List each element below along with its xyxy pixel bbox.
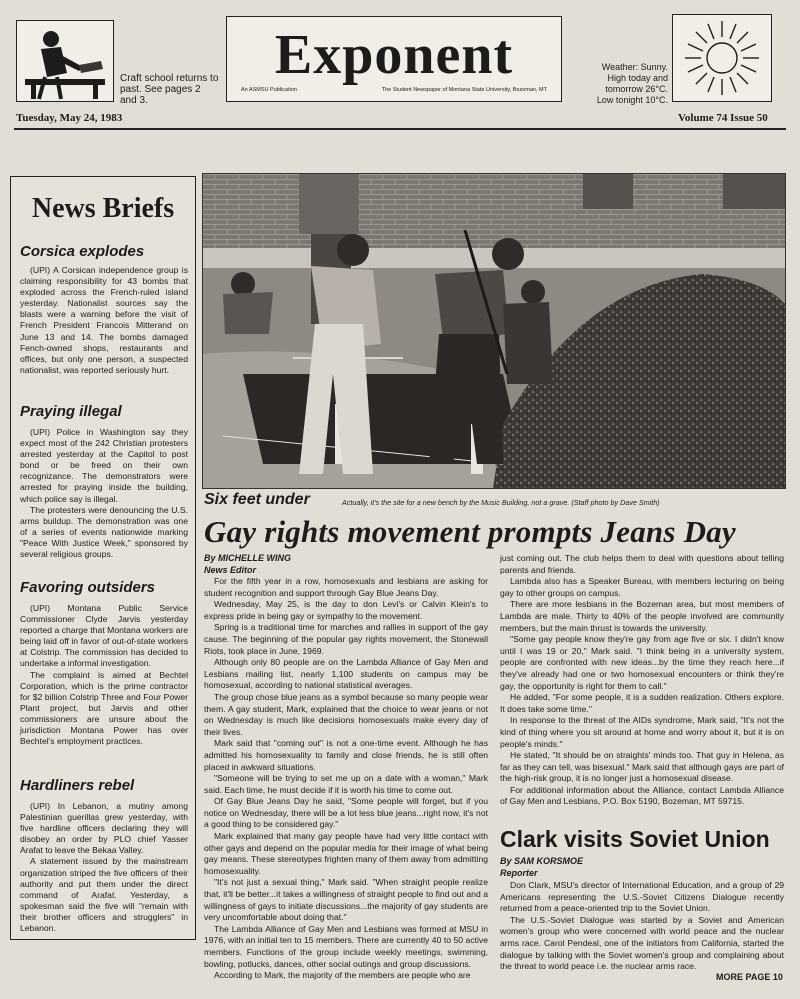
story-paragraph: Mark said that "coming out" is not a one-time event. Although he has admitted his homosexuality to family and close friends, he is still often placed in awkward situations. xyxy=(204,738,488,772)
brief-paragraph: (UPI) A Corsican independence group is claiming responsibility for 43 bombs that exploded across the French-ruled island yesterday. Nationalist sources say the blasts were a warning before the visit of French President Francois Mitterand on June 13 and 14. The bombs damaged Fench-owned shops, restaurants and offices, but only one person, a suspected nationalist, was reported seriously hurt. xyxy=(20,265,188,375)
story-paragraph: Of Gay Blue Jeans Day he said, "Some people will forget, but if you notice on Wednesday, there will be a lot less blue jeans...right now, it's not a good thing to be considered gay." xyxy=(204,796,488,830)
brief-heading: Corsica explodes xyxy=(20,243,145,260)
brief-heading: Hardliners rebel xyxy=(20,777,135,794)
story-paragraph: just coming out. The club helps them to deal with questions about telling parents and friends. xyxy=(500,553,784,575)
front-page-photo xyxy=(202,173,786,489)
brief-body xyxy=(20,427,188,560)
story-paragraph: The Lambda Alliance of Gay Men and Lesbians was formed at MSU in 1976, with an initial ten to 15 members. There are currently 40 to 50 active members. Functions of the group include weekly meetings, swimming, bowling, potlucks, dances, other social outings and group discussions. xyxy=(204,923,488,969)
story-paragraph: Mark explained that many gay people have had very little contact with other gays and depend on the popular media for their image of what being gay means. These stereotypes frighten many of them away from admitting homosexuality. xyxy=(204,831,488,876)
story-paragraph: "Someone will be trying to set me up on a date with a woman," Mark said. Each time, he must decide if it is worth his time to come out. xyxy=(204,773,488,795)
story-paragraph: Although only 80 people are on the Lambda Alliance of Gay Men and Lesbians mailing list, nearly 1,100 students on campus may be homosexual, according to national statistical averages. xyxy=(204,657,488,691)
story-column xyxy=(500,880,784,973)
brief-heading: Praying illegal xyxy=(20,403,122,420)
brief-body xyxy=(20,603,188,747)
brief-paragraph: (UPI) In Lebanon, a mutiny among Palestinian guerillas grew yesterday, with five hardline officers declaring they will disobey an order by PLO chief Yasser Arafat to leave the Bekaa Valley. xyxy=(20,801,188,856)
story-paragraph: Spring is a traditional time for marches and rallies in support of the gay cause. The beginning of the popular gay rights movement, the Stonewall Riots, took place in June, 1969. xyxy=(204,622,488,656)
story-paragraph: There are more lesbians in the Bozeman area, but most members of Lambda are male. Thirty to 40% of the people involved are community members, but the main thrust is towards the university. xyxy=(500,599,784,633)
story-column xyxy=(500,553,784,808)
masthead-rule xyxy=(14,128,786,130)
photo-caption: Actually, it's the site for a new bench by the Music Building, not a grave. (Staff photo by Dave Smith) xyxy=(342,498,660,507)
craft-school-logo xyxy=(16,20,114,102)
sun-icon xyxy=(672,14,772,102)
second-headline: Clark visits Soviet Union xyxy=(500,826,770,852)
brief-paragraph: The protesters were denouncing the U.S. arms buildup. The demonstration was one of a series of events nationwide marking "Peace With Justice Week," sponsored by several religious groups. xyxy=(20,504,188,560)
news-briefs-panel xyxy=(10,176,196,940)
story-paragraph: The U.S.-Soviet Dialogue was started by a Soviet and American women's group who were concerned with world peace and the nuclear arms race. Carol Pendeal, one of the initiators from California, started the dialogue by talking with the Soviet women's group and complaining about the threat to world peace i.e. the nuclear arms race. xyxy=(500,914,784,972)
brief-paragraph: (UPI) Police in Washington say they expect most of the 242 Christian protesters arrested yesterday at the Capitol to post bond or be freed on their own recognizance. The demonstrators were arrested for praying inside the building, which police say is illegal. xyxy=(20,427,188,504)
paper-title: Exponent xyxy=(274,24,514,86)
story-paragraph: "It's not just a sexual thing," Mark said. "When straight people realize that, it'll be better...it takes a willingness of straight people to find out and a willingness of gays to initiate discussions...the majority of gay students are very uncomfortable about doing that." xyxy=(204,877,488,923)
story-paragraph: He stated, "It should be on straights' minds too. That guy in Helena, as far as they can tell, was bisexual." Mark said that although gays are part of the high-risk group, it is no longer just a homosexual disease. xyxy=(500,750,784,784)
story-paragraph: According to Mark, the majority of the members are people who are xyxy=(214,970,471,981)
byline-role: News Editor xyxy=(204,565,257,575)
weather-text: Weather: Sunny. High today and tomorrow 26°C. Low tonight 10°C. xyxy=(596,62,668,105)
brief-paragraph: (UPI) Montana Public Service Commissioner Clyde Jarvis yesterday reported a charge that Montana workers are being laid off in favor of out-of-state workers at Colstrip. The commission has decided to undertake a informal investigation. xyxy=(20,603,188,669)
story-paragraph: For the fifth year in a row, homosexuals and lesbians are asking for student recognition and support through Gay Blue Jeans Day. xyxy=(204,576,488,598)
issue-date: Tuesday, May 24, 1983 xyxy=(16,112,123,124)
brief-heading: Favoring outsiders xyxy=(20,579,156,596)
brief-paragraph: A statement issued by the mainstream organization striped the five officers of their authority and put them under the direct command of Arafat. Yesterday, a spokesman said the five will "remain with their brother officers and strugglers" in Lebanon. xyxy=(20,856,188,934)
publication-note: An ASMSU Publication xyxy=(241,87,297,93)
story-paragraph: Lambda also has a Speaker Bureau, with members lecturing on being gay to other groups on campus. xyxy=(500,576,784,598)
story-paragraph: "Some gay people know they're gay from age five or six. I didn't know until I was 19 or 20," Mark said. "I think being in a university system, people are confronted with new ideas...by the time they reach here...if they've already had one or two homosexual encounters or think they're gay, the opportunity is right for them to call." xyxy=(500,634,784,691)
teaser-text: Craft school returns to past. See pages 2 and 3. xyxy=(120,73,219,106)
byline: By MICHELLE WING xyxy=(204,553,291,563)
byline-role: Reporter xyxy=(500,868,538,878)
continued-jump-link[interactable]: MORE PAGE 10 xyxy=(716,972,783,982)
byline: By SAM KORSMOE xyxy=(500,856,584,866)
story-paragraph: He added, "For some people, it is a sudden realization. Others explore. It does take some time." xyxy=(500,692,784,714)
brief-body xyxy=(20,265,188,376)
news-briefs-title: News Briefs xyxy=(31,193,175,224)
story-paragraph: Don Clark, MSU's director of International Education, and a group of 29 Americans representing the U.S.-Soviet Citizens Dialogue recently returned from a peace-oriented trip to the Soviet Union. xyxy=(500,880,784,914)
story-paragraph: The group chose blue jeans as a symbol because so many people wear them. A gay student, Mark, explained that the choice to wear jeans or not on Wednesday is much like decisions homosexuals make every day of their lives. xyxy=(204,691,488,737)
story-paragraph: In response to the threat of the AIDs syndrome, Mark said, "It's not the kind of thing where you sit around at home and worry about it, but it is on people's minds." xyxy=(500,715,784,749)
brief-body xyxy=(20,801,188,934)
story-column xyxy=(204,576,488,982)
main-headline: Gay rights movement prompts Jeans Day xyxy=(204,514,736,549)
issue-volume: Volume 74 Issue 50 xyxy=(678,112,768,124)
story-paragraph: For additional information about the Alliance, contact Lambda Alliance of Gay Men and Lesbians, P.O. Box 5190, Bozeman, MT 59715. xyxy=(500,784,784,807)
brief-paragraph: The complaint is aimed at Bechtel Corporation, which is the prime contractor for $2 billion Colstrip Three and Four Power Plant project, but Jarvis and other commissioners are unsure about the jurisdiction Montana Power has over Bechtel's employment practices. xyxy=(20,669,188,747)
paper-subtitle: The Student Newspaper of Montana State University, Bozeman, MT xyxy=(381,87,547,93)
story-paragraph: Wednesday, May 25, is the day to don Levi's or Calvin Klein's to express pride in being gay or sympathy to the movement. xyxy=(204,599,488,621)
nameplate xyxy=(226,16,562,102)
photo-title: Six feet under xyxy=(204,491,310,508)
